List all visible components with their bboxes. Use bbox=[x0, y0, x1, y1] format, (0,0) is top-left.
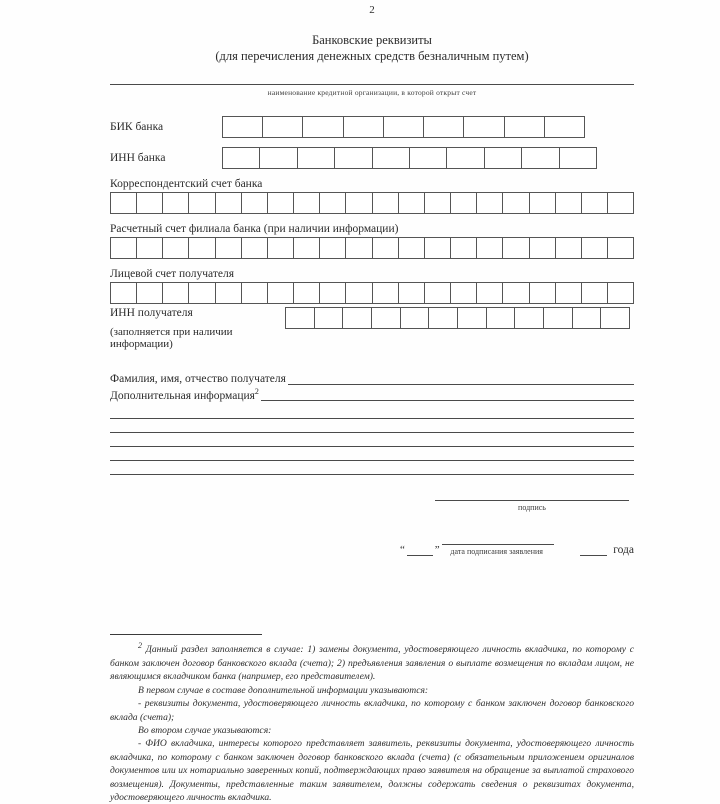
footnote-paragraph: - ФИО вкладчика, интересы которого представляет заявитель, реквизиты документа, удостоверяющего личность вкладчика, по которому с банком заключен договор банковского вклада (счета) (с обязательным приложением оригиналов документов или их нотариально заверенных копий, подтверждающих право заявителя на обращение за выплатой страхового возмещения). Документы, представленные таким заявителем, должны содержать сведения о реквизитах документа, удостоверяющего личность вкладчика. bbox=[110, 738, 634, 803]
digit-cell[interactable] bbox=[294, 193, 320, 213]
extra-info-label: Дополнительная информация$^2$ bbox=[110, 386, 259, 402]
digit-cell[interactable] bbox=[372, 308, 401, 328]
digit-cell[interactable] bbox=[384, 117, 424, 137]
digit-cell[interactable] bbox=[343, 308, 372, 328]
digit-cell[interactable] bbox=[522, 148, 559, 168]
digit-cell[interactable] bbox=[315, 308, 344, 328]
digit-cell[interactable] bbox=[399, 283, 425, 303]
digit-cell[interactable] bbox=[137, 193, 163, 213]
bank-name-caption: наименование кредитной организации, в которой открыт счет bbox=[267, 87, 477, 97]
digit-cell[interactable] bbox=[320, 238, 346, 258]
digit-cell[interactable] bbox=[223, 148, 260, 168]
digit-cell[interactable] bbox=[189, 238, 215, 258]
footnote-paragraph: $^2$ Данный раздел заполняется в случае: 1) замены документа, удостоверяющего личность вкладчика, по которому с банком заключен договор банковского вклада (счета); 2) предъявления заявления о выплате возмещения по вкладам лицом, не являющимся вкладчиком банка (например, его представителем). bbox=[110, 641, 634, 683]
digit-cell[interactable] bbox=[451, 283, 477, 303]
digit-cell[interactable] bbox=[163, 193, 189, 213]
extra-info-input-line[interactable] bbox=[261, 388, 634, 401]
digit-cell[interactable] bbox=[530, 283, 556, 303]
digit-cell[interactable] bbox=[503, 238, 529, 258]
digit-cell[interactable] bbox=[545, 117, 584, 137]
digit-cell[interactable] bbox=[601, 308, 629, 328]
digit-cell[interactable] bbox=[242, 238, 268, 258]
field-row-personal-account bbox=[110, 268, 634, 304]
inn-recipient-label: ИНН получателя bbox=[110, 306, 193, 319]
digit-cell[interactable] bbox=[410, 148, 447, 168]
digit-cell[interactable] bbox=[344, 117, 384, 137]
digit-cell[interactable] bbox=[294, 238, 320, 258]
digit-cell[interactable] bbox=[530, 193, 556, 213]
digit-cell[interactable] bbox=[294, 283, 320, 303]
inn-recipient-labels bbox=[110, 307, 285, 350]
digit-cell[interactable] bbox=[163, 283, 189, 303]
digit-cell[interactable] bbox=[399, 193, 425, 213]
digit-cell[interactable] bbox=[477, 193, 503, 213]
digit-cell[interactable] bbox=[298, 148, 335, 168]
digit-cell[interactable] bbox=[485, 148, 522, 168]
digit-cell[interactable] bbox=[451, 193, 477, 213]
personal-account-cell-grid[interactable] bbox=[110, 282, 634, 304]
digit-cell[interactable] bbox=[429, 308, 458, 328]
digit-cell[interactable] bbox=[530, 238, 556, 258]
field-row-corr-account bbox=[110, 178, 634, 214]
digit-cell[interactable] bbox=[263, 117, 303, 137]
digit-cell[interactable] bbox=[503, 283, 529, 303]
digit-cell[interactable] bbox=[447, 148, 484, 168]
digit-cell[interactable] bbox=[458, 308, 487, 328]
footnote-paragraph: В первом случае в составе дополнительной информации указываются: bbox=[138, 684, 429, 696]
footnote-paragraph: Во втором случае указываются: bbox=[138, 724, 272, 736]
digit-cell[interactable] bbox=[373, 148, 410, 168]
blank-writing-line[interactable] bbox=[110, 447, 634, 461]
extra-info-blank-lines bbox=[110, 405, 634, 475]
digit-cell[interactable] bbox=[242, 283, 268, 303]
digit-cell[interactable] bbox=[286, 308, 315, 328]
signature-block bbox=[435, 489, 629, 512]
digit-cell[interactable] bbox=[216, 283, 242, 303]
digit-cell[interactable] bbox=[477, 283, 503, 303]
digit-cell[interactable] bbox=[335, 148, 372, 168]
digit-cell[interactable] bbox=[556, 193, 582, 213]
footnote-divider bbox=[110, 634, 262, 635]
digit-cell[interactable] bbox=[503, 193, 529, 213]
digit-cell[interactable] bbox=[544, 308, 573, 328]
digit-cell[interactable] bbox=[216, 238, 242, 258]
digit-cell[interactable] bbox=[487, 308, 516, 328]
digit-cell[interactable] bbox=[223, 117, 263, 137]
footnote-block bbox=[110, 634, 634, 804]
corr-account-cell-grid[interactable] bbox=[110, 192, 634, 214]
digit-cell[interactable] bbox=[320, 193, 346, 213]
digit-cell[interactable] bbox=[608, 238, 633, 258]
digit-cell[interactable] bbox=[137, 238, 163, 258]
digit-cell[interactable] bbox=[216, 193, 242, 213]
field-row-inn-recipient bbox=[110, 307, 634, 350]
digit-cell[interactable] bbox=[373, 193, 399, 213]
fio-input-line[interactable] bbox=[288, 372, 634, 385]
corr-account-label: Корреспондентский счет банка bbox=[110, 177, 263, 190]
date-row bbox=[398, 532, 634, 556]
personal-account-label: Лицевой счет получателя bbox=[110, 267, 234, 280]
date-month-input-line[interactable] bbox=[442, 532, 554, 545]
digit-cell[interactable] bbox=[268, 193, 294, 213]
field-row-inn-bank bbox=[110, 147, 634, 169]
form-title-block bbox=[110, 32, 634, 65]
signature-caption: подпись bbox=[518, 503, 546, 513]
digit-cell[interactable] bbox=[346, 193, 372, 213]
bank-name-input-line[interactable] bbox=[110, 77, 634, 85]
date-year-input-line[interactable] bbox=[580, 543, 608, 556]
digit-cell[interactable] bbox=[608, 283, 633, 303]
digit-cell[interactable] bbox=[373, 283, 399, 303]
bik-cell-grid[interactable] bbox=[222, 116, 585, 138]
footnote-marker: 2 bbox=[138, 641, 142, 651]
digit-cell[interactable] bbox=[111, 238, 137, 258]
digit-cell[interactable] bbox=[111, 193, 137, 213]
field-row-extra-info bbox=[110, 387, 634, 402]
digit-cell[interactable] bbox=[346, 283, 372, 303]
footnote-ref-marker: 2 bbox=[254, 386, 259, 396]
digit-cell[interactable] bbox=[268, 283, 294, 303]
digit-cell[interactable] bbox=[260, 148, 297, 168]
blank-writing-line[interactable] bbox=[110, 433, 634, 447]
year-word: года bbox=[613, 544, 634, 557]
digit-cell[interactable] bbox=[425, 283, 451, 303]
digit-cell[interactable] bbox=[163, 238, 189, 258]
digit-cell[interactable] bbox=[320, 283, 346, 303]
digit-cell[interactable] bbox=[464, 117, 504, 137]
quote-close: ” bbox=[434, 544, 440, 557]
field-row-bik bbox=[110, 116, 634, 138]
digit-cell[interactable] bbox=[346, 238, 372, 258]
inn-recipient-cell-grid[interactable] bbox=[285, 307, 630, 329]
digit-cell[interactable] bbox=[582, 238, 608, 258]
fio-label: Фамилия, имя, отчество получателя bbox=[110, 372, 286, 385]
inn-bank-label: ИНН банка bbox=[110, 151, 166, 164]
page-number: 2 bbox=[369, 4, 375, 16]
digit-cell[interactable] bbox=[425, 238, 451, 258]
digit-cell[interactable] bbox=[582, 283, 608, 303]
digit-cell[interactable] bbox=[401, 308, 430, 328]
quote-open: “ bbox=[400, 544, 405, 557]
form-title: Банковские реквизиты bbox=[312, 33, 432, 47]
field-row-branch-account bbox=[110, 223, 634, 259]
digit-cell[interactable] bbox=[189, 283, 215, 303]
digit-cell[interactable] bbox=[137, 283, 163, 303]
inn-recipient-note: (заполняется при наличии информации) bbox=[110, 325, 233, 350]
digit-cell[interactable] bbox=[582, 193, 608, 213]
digit-cell[interactable] bbox=[451, 238, 477, 258]
digit-cell[interactable] bbox=[608, 193, 633, 213]
form-subtitle: (для перечисления денежных средств безналичным путем) bbox=[215, 49, 529, 64]
digit-cell[interactable] bbox=[424, 117, 464, 137]
digit-cell[interactable] bbox=[111, 283, 137, 303]
blank-writing-line[interactable] bbox=[110, 461, 634, 475]
branch-account-label: Расчетный счет филиала банка (при наличии информации) bbox=[110, 222, 399, 235]
branch-account-cell-grid[interactable] bbox=[110, 237, 634, 259]
bik-label: БИК банка bbox=[110, 120, 164, 133]
digit-cell[interactable] bbox=[425, 193, 451, 213]
date-month-wrap bbox=[442, 532, 572, 556]
digit-cell[interactable] bbox=[515, 308, 544, 328]
digit-cell[interactable] bbox=[303, 117, 343, 137]
digit-cell[interactable] bbox=[189, 193, 215, 213]
document-page bbox=[110, 0, 634, 804]
digit-cell[interactable] bbox=[399, 238, 425, 258]
digit-cell[interactable] bbox=[505, 117, 545, 137]
digit-cell[interactable] bbox=[477, 238, 503, 258]
signature-input-line[interactable] bbox=[435, 489, 629, 501]
date-caption: дата подписания заявления bbox=[450, 547, 543, 557]
blank-writing-line[interactable] bbox=[110, 419, 634, 433]
digit-cell[interactable] bbox=[242, 193, 268, 213]
digit-cell[interactable] bbox=[573, 308, 602, 328]
digit-cell[interactable] bbox=[373, 238, 399, 258]
digit-cell[interactable] bbox=[560, 148, 596, 168]
digit-cell[interactable] bbox=[556, 238, 582, 258]
blank-writing-line[interactable] bbox=[110, 405, 634, 419]
field-row-fio bbox=[110, 372, 634, 385]
footnote-paragraph: - реквизиты документа, удостоверяющего личность вкладчика, по которому с банком заключен договор банковского вклада (счета); bbox=[110, 698, 634, 723]
digit-cell[interactable] bbox=[556, 283, 582, 303]
inn-bank-cell-grid[interactable] bbox=[222, 147, 597, 169]
digit-cell[interactable] bbox=[268, 238, 294, 258]
